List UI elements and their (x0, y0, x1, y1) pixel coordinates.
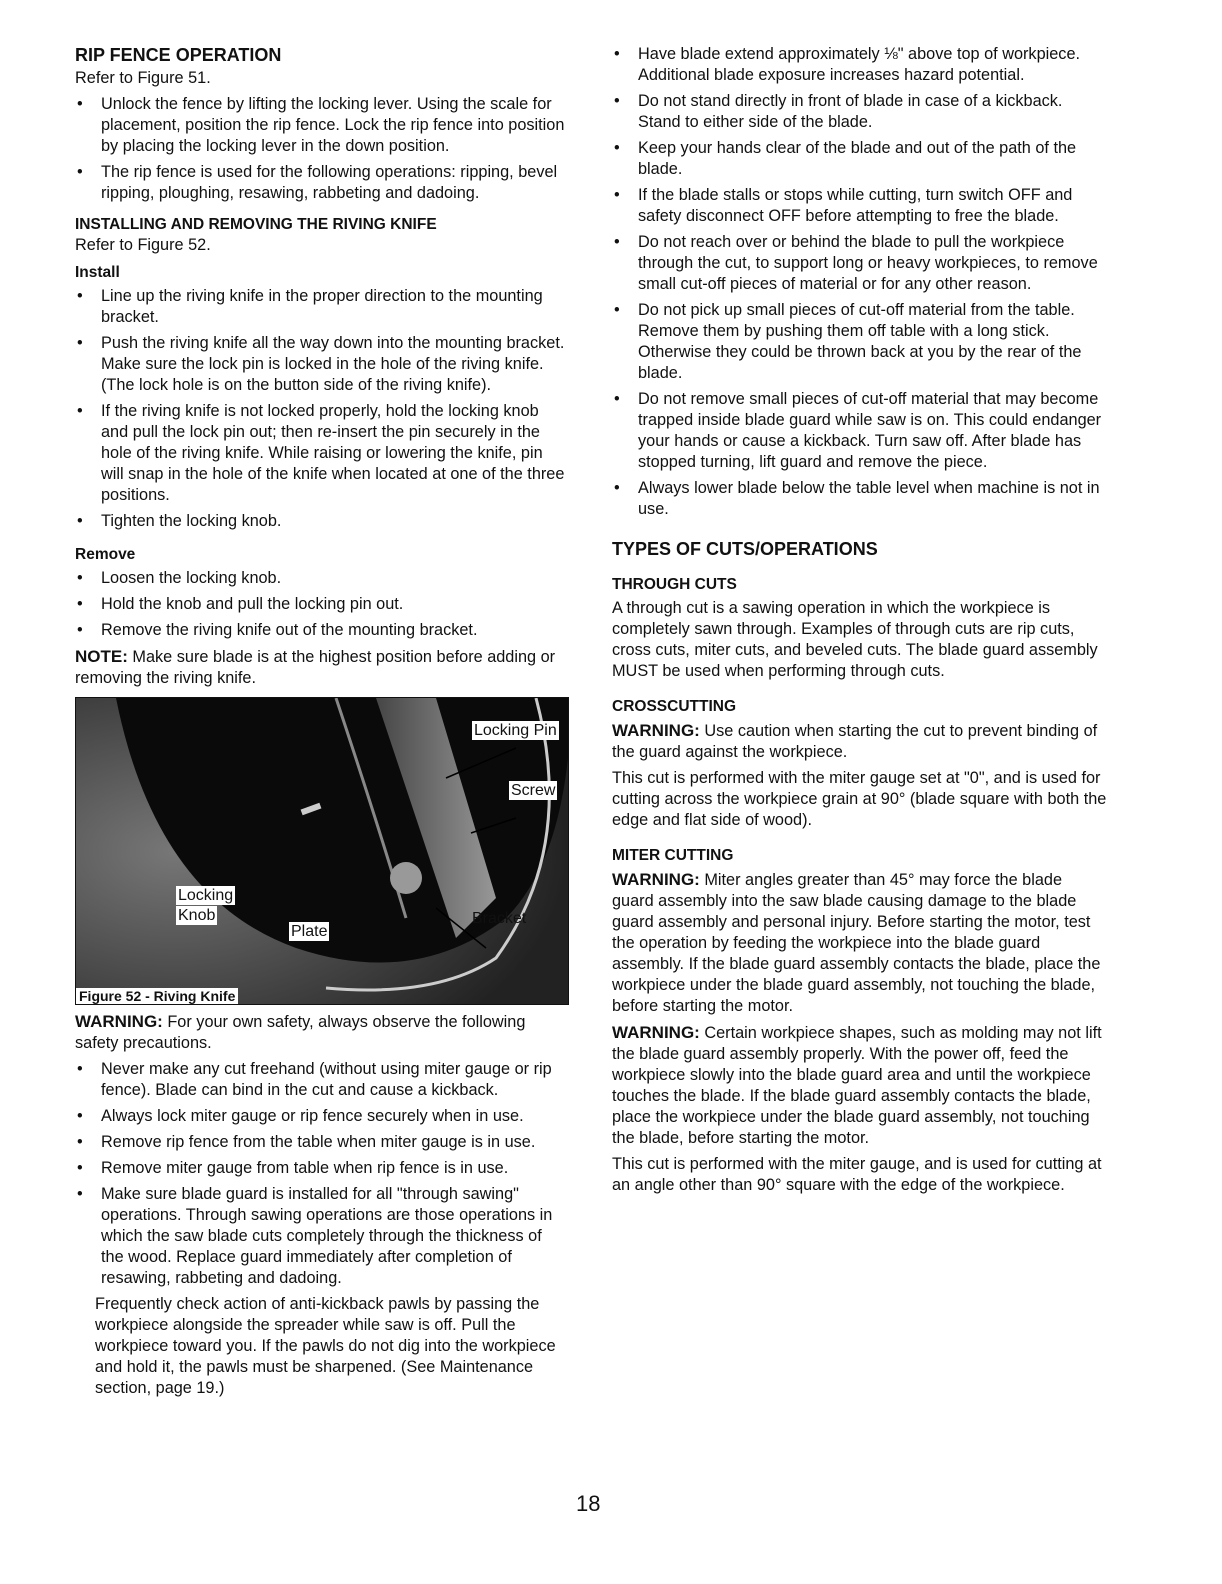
note-text: Make sure blade is at the highest position before adding or removing the riving knife. (75, 648, 556, 687)
miter-cutting-text: This cut is performed with the miter gauge, and is used for cutting at an angle other than 90° square with the edge of the workpiece. (612, 1155, 1102, 1194)
list-item: • Make sure blade guard is installed for all "through sawing" operations. Through sawing operations are those operations in which the saw blade cuts completely through the thickness of the wood. Replace guard immediately after completion of resawing, rabbeting and dadoing. (75, 1184, 567, 1289)
safety-list (75, 1059, 567, 1289)
label-locking-pin: Locking Pin (474, 722, 557, 739)
left-column (75, 44, 567, 1404)
precautions-list (612, 44, 1107, 520)
through-cuts-heading: THROUGH CUTS (612, 576, 737, 593)
label-locking-knob-line1: Locking (178, 887, 234, 904)
install-list (75, 286, 567, 532)
list-item: • Push the riving knife all the way down into the mounting bracket. Make sure the lock pin is locked in the hole of the riving knife. (The lock hole is on the button side of the riving knife). (75, 333, 567, 396)
label-plate: Plate (291, 923, 328, 940)
list-item: • Do not pick up small pieces of cut-off material from the table. Remove them by pushing them off table with a long stick. Otherwise they could be thrown back at you by the rear of the blade. (612, 300, 1107, 384)
list-item: • If the blade stalls or stops while cutting, turn switch OFF and safety disconnect OFF before attempting to free the blade. (612, 185, 1107, 227)
remove-heading: Remove (75, 546, 136, 563)
label-bracket: Bracket (472, 910, 527, 927)
miter-warning-1 (612, 869, 1107, 1017)
crosscutting-warning (612, 720, 1107, 763)
warning-text: Miter angles greater than 45° may force the blade guard assembly into the saw blade causing damage to the blade guard assembly and personal injury. Before starting the motor, test the operation by feeding the workpiece into the blade guard assembly. If the blade guard assembly contacts the blade, place the workpiece under the blade guard assembly, not touching the blade, before starting the motor. (612, 871, 1101, 1015)
figure-riving-knife (75, 697, 569, 1005)
note-label: NOTE: (75, 647, 128, 666)
list-item: • Do not remove small pieces of cut-off material that may become trapped inside blade guard while saw is on. This could endanger your hands or cause a kickback. Turn saw off. After blade has stopped turning, lift guard and remove the piece. (612, 389, 1107, 473)
install-heading: Install (75, 264, 120, 281)
list-item: • The rip fence is used for the following operations: ripping, bevel ripping, ploughing, resawing, rabbeting and dadoing. (75, 162, 567, 204)
list-item: • Unlock the fence by lifting the locking lever. Using the scale for placement, position the rip fence. Lock the rip fence into position by placing the locking lever in the down position. (75, 94, 567, 157)
page-number: 18 (576, 1491, 601, 1516)
miter-cutting-heading: MITER CUTTING (612, 847, 734, 864)
riving-knife-ref: Refer to Figure 52. (75, 236, 211, 254)
list-item: • Hold the knob and pull the locking pin out. (75, 594, 567, 615)
warning-label: WARNING: (612, 870, 700, 889)
remove-list (75, 568, 567, 641)
figure-caption: Figure 52 - Riving Knife (76, 988, 238, 1004)
label-locking-knob-line2: Knob (178, 907, 216, 924)
list-item: • Remove the riving knife out of the mounting bracket. (75, 620, 567, 641)
warning-label: WARNING: (612, 1023, 700, 1042)
note (75, 646, 567, 689)
list-item: • Always lock miter gauge or rip fence securely when in use. (75, 1106, 567, 1127)
list-item: • Remove miter gauge from table when rip fence is in use. (75, 1158, 567, 1179)
list-item: • Never make any cut freehand (without using miter gauge or rip fence). Blade can bind in the cut and cause a kickback. (75, 1059, 567, 1101)
list-item: • If the riving knife is not locked properly, hold the locking knob and pull the lock pin out; then re-insert the pin securely in the hole of the riving knife. While raising or lowering the knife, pin will snap in the hole of the knife when located at one of the three positions. (75, 401, 567, 506)
safety-warning (75, 1011, 567, 1054)
list-item: • Line up the riving knife in the proper direction to the mounting bracket. (75, 286, 567, 328)
rip-fence-ref: Refer to Figure 51. (75, 69, 211, 87)
types-of-cuts-heading: TYPES OF CUTS/OPERATIONS (612, 539, 878, 559)
list-item: • Always lower blade below the table level when machine is not in use. (612, 478, 1107, 520)
riving-knife-heading: INSTALLING AND REMOVING THE RIVING KNIFE (75, 216, 437, 233)
list-item: • Keep your hands clear of the blade and out of the path of the blade. (612, 138, 1107, 180)
rip-fence-list (75, 94, 567, 204)
warning-text: Use caution when starting the cut to prevent binding of the guard against the workpiece. (612, 722, 1098, 761)
pawls-paragraph: Frequently check action of anti-kickback pawls by passing the workpiece alongside the spreader while saw is off. Pull the workpiece toward you. If the pawls do not dig into the workpiece and hold it, the pawls must be sharpened. (See Maintenance section, page 19.) (95, 1295, 556, 1397)
list-item: • Remove rip fence from the table when miter gauge is in use. (75, 1132, 567, 1153)
list-item: • Do not stand directly in front of blade in case of a kickback. Stand to either side of the blade. (612, 91, 1107, 133)
list-item: • Loosen the locking knob. (75, 568, 567, 589)
through-cuts-text: A through cut is a sawing operation in which the workpiece is completely sawn through. Examples of through cuts are rip cuts, cross cuts, miter cuts, and beveled cuts. The blade guard assembly MUST be used when performing through cuts. (612, 599, 1098, 680)
right-column (612, 44, 1107, 1201)
miter-warning-2 (612, 1022, 1107, 1149)
list-item: • Tighten the locking knob. (75, 511, 567, 532)
warning-text: Certain workpiece shapes, such as molding may not lift the blade guard assembly properly. With the power off, feed the workpiece slowly into the blade guard area and until the workpiece touches the blade. If the blade guard assembly contacts the blade, place the workpiece under the blade guard assembly, not touching the blade, before starting the motor. (612, 1024, 1102, 1147)
warning-text: For your own safety, always observe the following safety precautions. (75, 1013, 526, 1052)
rip-fence-heading: RIP FENCE OPERATION (75, 45, 282, 65)
riving-knife-photo (76, 698, 568, 1004)
warning-label: WARNING: (75, 1012, 163, 1031)
warning-label: WARNING: (612, 721, 700, 740)
crosscutting-heading: CROSSCUTTING (612, 698, 736, 715)
crosscutting-text: This cut is performed with the miter gauge set at "0", and is used for cutting across the workpiece grain at 90° (blade square with both the edge and flat side of wood). (612, 769, 1107, 829)
list-item: • Do not reach over or behind the blade to pull the workpiece through the cut, to support long or heavy workpieces, to remove small cut-off pieces of material or for any other reason. (612, 232, 1107, 295)
list-item: • Have blade extend approximately ⅛" above top of workpiece. Additional blade exposure increases hazard potential. (612, 44, 1107, 86)
label-screw: Screw (511, 782, 556, 799)
